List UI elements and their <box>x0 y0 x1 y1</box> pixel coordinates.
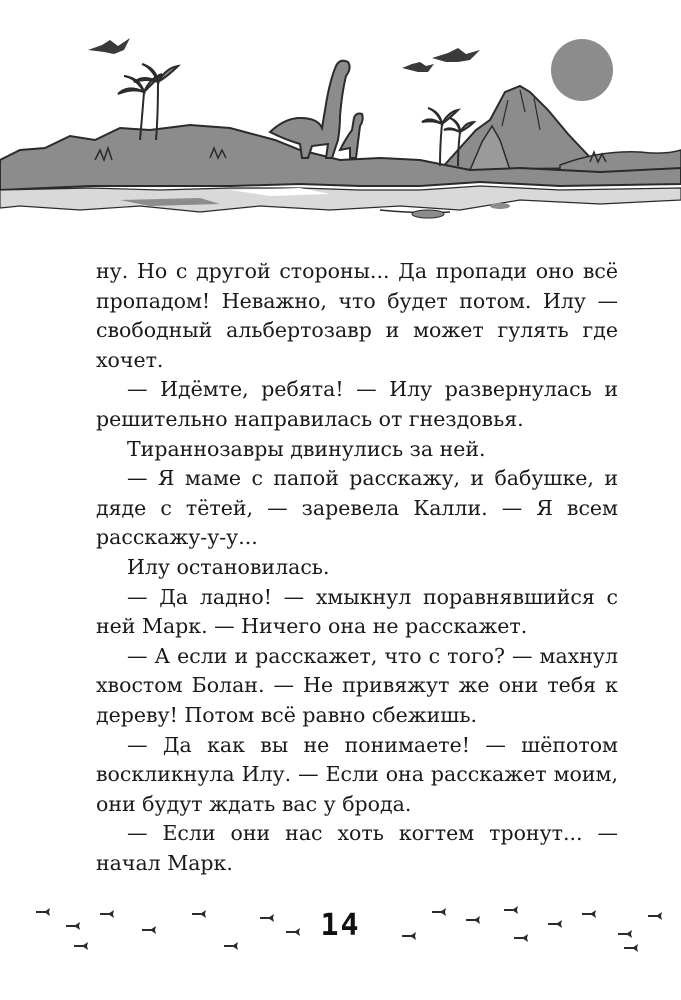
paragraph: ну. Но с другой стороны... Да пропади оно всё пропадом! Неважно, что будет потом. Илу — свободный альбертозавр и может гулять где хочет. <box>96 259 618 372</box>
paragraph: — Если они нас хоть когтем тронут... — начал Марк. <box>96 821 618 875</box>
sun-icon <box>551 39 613 101</box>
footprint-icon <box>624 944 638 952</box>
paragraph: — Да как вы не понимаете! — шёпотом воскликнула Илу. — Если она расскажет моим, они будут ждать вас у брода. <box>96 732 618 816</box>
pterodactyl-icon <box>402 62 434 72</box>
footprint-icon <box>74 942 88 950</box>
pterodactyl-icon <box>88 38 130 54</box>
paragraph: — А если и расскажет, что с того? — махнул хвостом Болан. — Не привяжут же они тебя к дереву! Потом всё равно сбежишь. <box>96 643 618 727</box>
pterodactyl-icon <box>432 48 480 62</box>
footprint-icon <box>224 942 238 950</box>
prehistoric-landscape-illustration <box>0 0 681 240</box>
paragraph: — Да ладно! — хмыкнул поравнявшийся с ней Марк. — Ничего она не расскажет. <box>96 584 618 639</box>
page-number: 14 <box>320 908 361 943</box>
lake-shape <box>0 186 681 212</box>
paragraph: — Я маме с папой расскажу, и бабушке, и дяде с тётей, — заревела Калли. — Я всем расскажу-у-у... <box>96 466 618 550</box>
paragraph: Илу остановилась. <box>127 554 330 579</box>
paragraph: Тираннозавры двинулись за ней. <box>127 436 486 461</box>
story-text <box>96 257 618 878</box>
paragraph: — Идёмте, ребята! — Илу развернулась и решительно направилась от гнездовья. <box>96 377 618 431</box>
